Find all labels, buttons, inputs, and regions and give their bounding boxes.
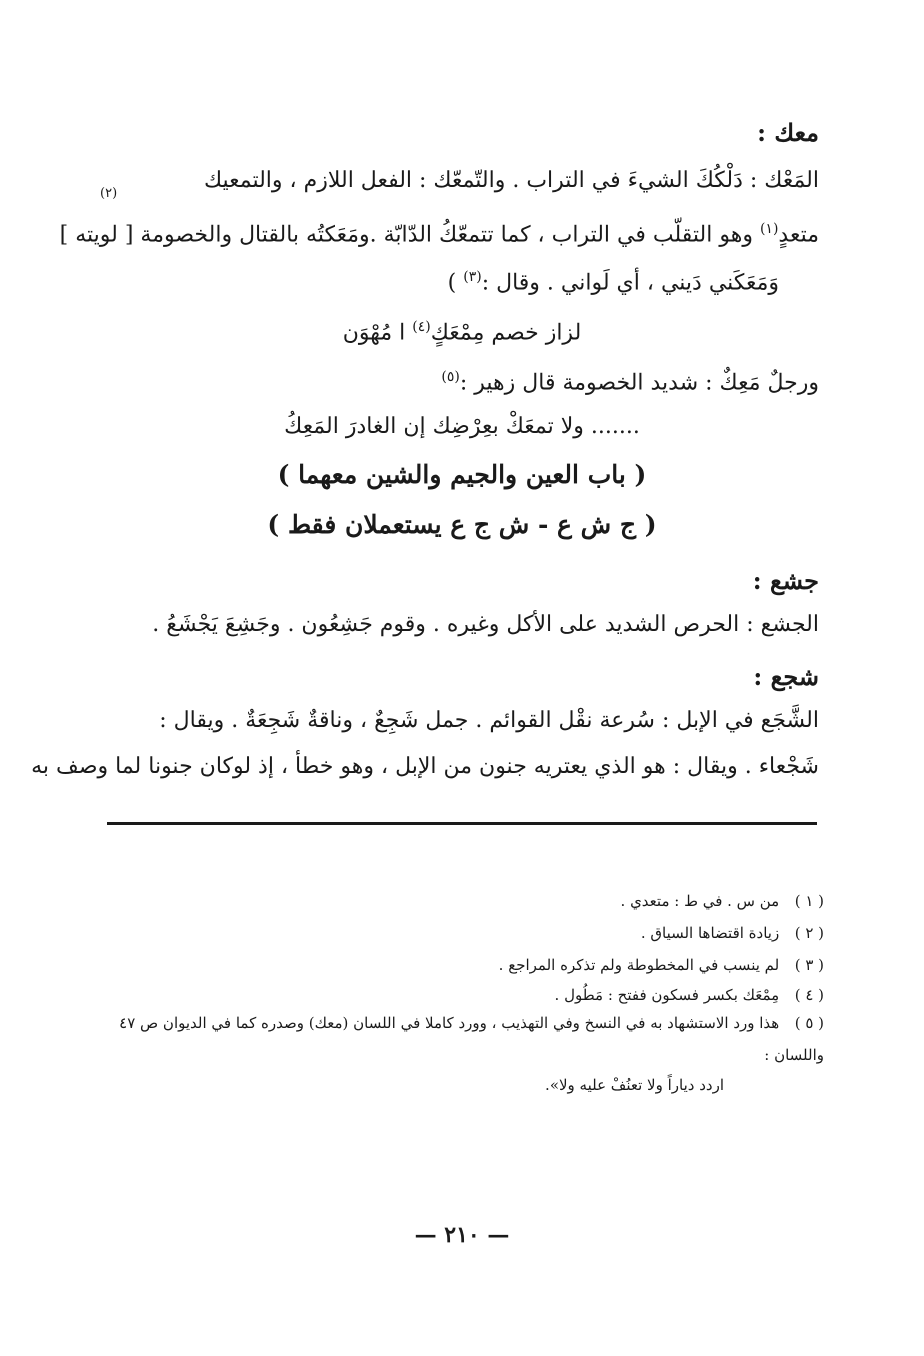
footnote-ref: (٤) [412, 319, 431, 335]
section-title: ( باب العين والجيم والشين معهما ) [277, 460, 647, 489]
entry-heading-shaja: شجع : [753, 662, 819, 691]
body-text: وهو التقلّب في التراب ، كما تتمعّكُ الدّابّة .ومَعَكتُه بالقتال والخصومة [ لويته ] [59, 222, 760, 248]
body-line [105, 362, 819, 398]
body-line [105, 262, 779, 298]
footnote-verse: اردد دياراً ولا تعنُفْ عليه ولا». [545, 1076, 724, 1094]
verse-line [105, 312, 819, 348]
footnote-continuation: واللسان : [764, 1046, 824, 1064]
body-line: شَجْعاء . ويقال : هو الذي يعتريه جنون من الإبل ، وهو خطأ ، إذ لوكان جنونا لما وصف به [31, 754, 819, 779]
body-line: الجشع : الحرص الشديد على الأكل وغيره . وقوم جَشِعُون . وجَشِعَ يَجْشَعُ . [152, 612, 819, 637]
body-text: متعدٍ [778, 222, 819, 248]
footnote-text: مِمْعَك بكسر فسكون ففتح : مَطُول . [554, 986, 780, 1004]
body-text: وَمَعَكَني دَيني ، أي لَواني . وقال : [481, 270, 779, 296]
body-text: ورجلٌ مَعِكٌ : شديد الخصومة قال زهير : [459, 370, 819, 396]
footnote-number: ( ٣ ) [794, 956, 824, 974]
footnote-number: ( ٥ ) [794, 1014, 824, 1032]
footnote-text: هذا ورد الاستشهاد به في النسخ وفي التهذيب ، وورد كاملا في اللسان (معك) وصدره كما في الديوان ص ٤٧ [119, 1014, 780, 1032]
verse-text: لزاز خصم مِمْعَكٍ [430, 320, 582, 346]
entry-heading-jasha: جشع : [752, 566, 819, 595]
footnote-divider [107, 822, 817, 825]
footnote-ref: (٥) [441, 369, 460, 385]
footnote-marker: (٢) [100, 186, 118, 201]
footnote-ref: (٣) [463, 269, 482, 285]
body-line [59, 214, 819, 250]
verse-line: ....... ولا تمعَكْ بعِرْضِك إن الغادرَ المَعِكُ [284, 414, 640, 439]
footnote [100, 954, 824, 976]
footnote [100, 984, 824, 1006]
footnote-number: ( ١ ) [794, 892, 824, 910]
footnote-number: ( ٢ ) [794, 924, 824, 942]
page-number: — ٢١٠ — [414, 1222, 510, 1248]
footnote-text: زيادة اقتضاها السياق . [640, 924, 780, 942]
footnote [100, 890, 824, 912]
verse-text: ا مُهْوَن [342, 320, 413, 346]
body-line: الشَّجَع في الإبل : سُرعة نقْل القوائم . جمل شَجِعٌ ، وناقةٌ شَجِعَةٌ . ويقال : [159, 708, 819, 733]
section-subtitle: ( ج ش ع - ش ج ع يستعملان فقط ) [267, 510, 657, 539]
footnote-text: لم ينسب في المخطوطة ولم تذكره المراجع . [498, 956, 780, 974]
body-line: المَعْك : دَلْكُكَ الشيءَ في التراب . والتّمعّك : الفعل اللازم ، والتمعيك [203, 168, 819, 193]
body-text: ) [447, 270, 464, 296]
footnote-ref: (١) [759, 221, 779, 237]
footnote [100, 1012, 824, 1034]
entry-heading-maak: معك : [757, 118, 819, 147]
footnote-number: ( ٤ ) [794, 986, 824, 1004]
footnote [100, 922, 824, 944]
footnote-text: من س . في ط : متعدي . [620, 892, 780, 910]
